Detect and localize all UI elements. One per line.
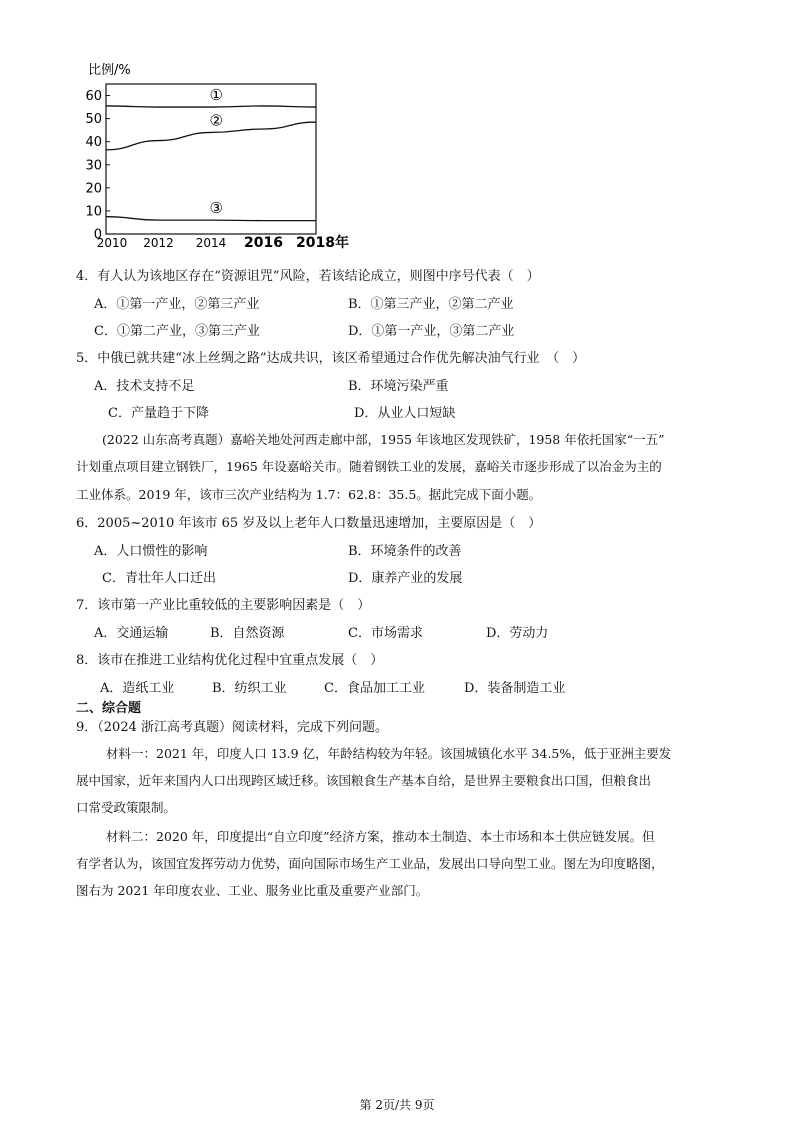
- q6-option-a: A．人口惯性的影响: [94, 544, 208, 559]
- x-tick-label: 2014: [195, 236, 227, 250]
- y-tick-label: 40: [85, 135, 102, 151]
- q5-option-d: D．从业人口短缺: [354, 406, 456, 421]
- q5-option-b: B．环境污染严重: [348, 379, 449, 394]
- y-tick-label: 10: [85, 204, 102, 220]
- q7-option-d: D．劳动力: [486, 626, 549, 641]
- question-7-stem: 7．该市第一产业比重较低的主要影响因素是（ ）: [76, 598, 371, 613]
- industry-ratio-line-chart: [80, 60, 360, 250]
- q4-option-c: C．①第二产业，③第三产业: [94, 324, 260, 339]
- x-tick-labels: [97, 234, 349, 250]
- q8-option-b: B．纺织工业: [212, 681, 287, 696]
- x-tick-label: 2010: [96, 236, 128, 250]
- q7-option-c: C．市场需求: [348, 626, 423, 641]
- y-tick-label: 50: [85, 112, 102, 128]
- y-tick-label: 0: [93, 227, 102, 243]
- y-tick-label: 60: [85, 89, 102, 105]
- x-tick-label: 2016: [244, 235, 283, 250]
- q5-option-a: A．技术支持不足: [94, 379, 195, 394]
- q7-option-a: A．交通运输: [94, 626, 169, 641]
- q8-option-c: C．食品加工工业: [324, 681, 425, 696]
- q6-option-d: D．康养产业的发展: [348, 571, 463, 586]
- q6-option-c: C．青壮年人口迁出: [102, 571, 216, 586]
- material-jiayuguan-line-1: (2022 山东高考真题）嘉峪关地处河西走廊中部，1955 年该地区发现铁矿，1958 年依托国家“一五”: [102, 432, 665, 447]
- series-label-2: ②: [209, 111, 223, 130]
- question-6-stem: 6．2005~2010 年该市 65 岁及以上老年人口数量迅速增加，主要原因是（ ）: [76, 516, 542, 531]
- x-tick-label: 2018年: [296, 235, 349, 250]
- question-8-stem: 8．该市在推进工业结构优化过程中宜重点发展（ ）: [76, 653, 384, 668]
- material-2-line-3: 图右为 2021 年印度农业、工业、服务业比重及重要产业部门。: [76, 883, 429, 898]
- y-tick-label: 30: [85, 158, 102, 174]
- material-2-line-1: 材料二：2020 年，印度提出“自立印度”经济方案，推动本土制造、本土市场和本土供应链发展。但: [106, 829, 655, 844]
- y-tick-label: 20: [85, 181, 102, 197]
- question-5-stem: 5．中俄已就共建“冰上丝绸之路”达成共识，该区希望通过合作优先解决油气行业 （ ）: [76, 351, 586, 366]
- q8-option-d: D．装备制造工业: [464, 681, 566, 696]
- series-line-1: [106, 106, 316, 107]
- series-markers: [210, 86, 223, 217]
- material-1-line-2: 展中国家，近年来国内人口出现跨区域迁移。该国粮食生产基本自给，是世界主要粮食出口国，但粮食出: [76, 773, 652, 788]
- section-comprehensive-title: 二、综合题: [76, 701, 142, 716]
- material-2-line-2: 有学者认为，该国宜发挥劳动力优势，面向国际市场生产工业品，发展出口导向型工业。图左为印度略图，: [76, 856, 664, 871]
- q4-option-d: D．①第一产业，③第二产业: [348, 324, 515, 339]
- q5-option-c: C．产量趋于下降: [108, 406, 209, 421]
- q6-option-b: B．环境条件的改善: [348, 544, 462, 559]
- q4-option-b: B．①第三产业，②第二产业: [348, 297, 514, 312]
- material-jiayuguan-line-3: 工业体系。2019 年，该市三次产业结构为 1.7：62.8：35.5。据此完成下面小题。: [76, 487, 542, 502]
- y-axis-label: 比例/%: [88, 63, 131, 78]
- material-jiayuguan-line-2: 计划重点项目建立钢铁厂，1965 年设嘉峪关市。随着钢铁工业的发展，嘉峪关市逐步形成了以冶金为主的: [76, 459, 662, 474]
- question-9-stem: 9．（2024 浙江高考真题）阅读材料，完成下列问题。: [76, 720, 388, 735]
- q8-option-a: A．造纸工业: [100, 681, 175, 696]
- material-1-line-3: 口常受政策限制。: [76, 800, 177, 815]
- series-line-3: [106, 217, 316, 221]
- q4-option-a: A．①第一产业，②第三产业: [94, 297, 260, 312]
- material-1-line-1: 材料一：2021 年，印度人口 13.9 亿，年龄结构较为年轻。该国城镇化水平 34.5%，低于亚洲主要发: [106, 746, 672, 761]
- q7-option-b: B．自然资源: [210, 626, 285, 641]
- series-label-3: ③: [209, 199, 223, 218]
- series-label-1: ①: [209, 86, 223, 105]
- question-4-stem: 4．有人认为该地区存在“资源诅咒”风险，若该结论成立，则图中序号代表（ ）: [76, 269, 540, 284]
- x-tick-label: 2012: [143, 236, 174, 250]
- page-number-footer: 第 2页/共 9页: [359, 1098, 435, 1112]
